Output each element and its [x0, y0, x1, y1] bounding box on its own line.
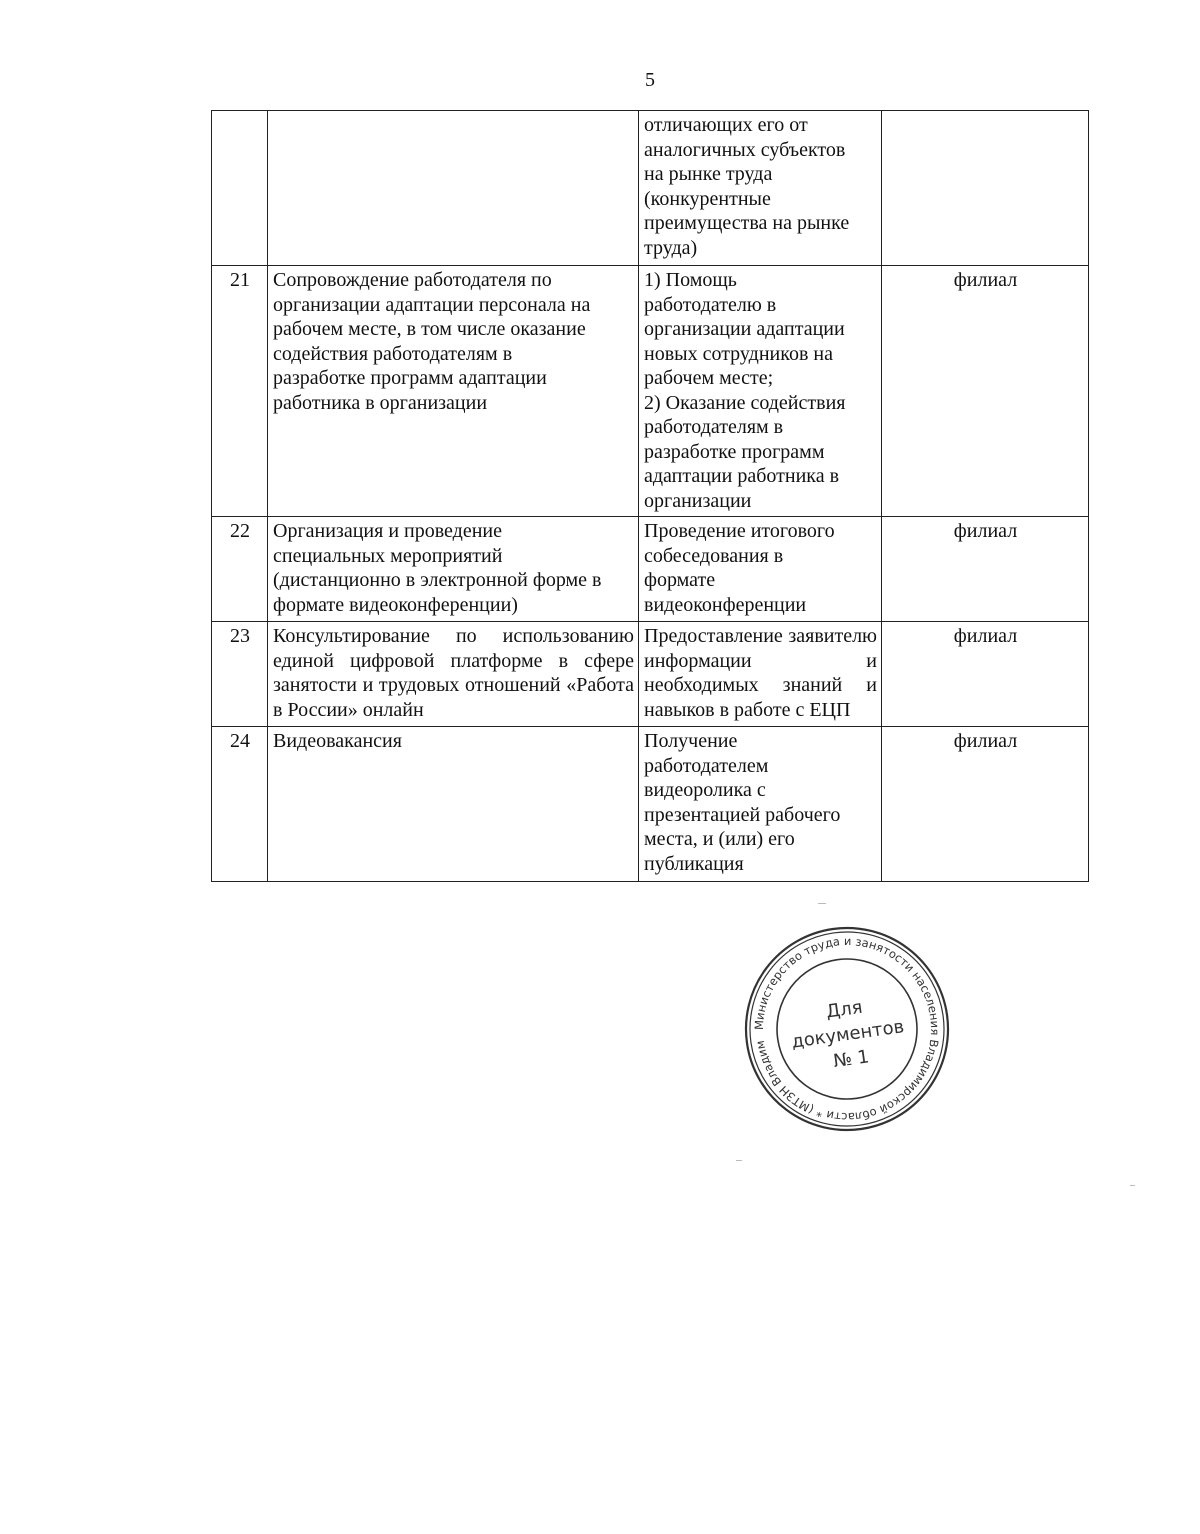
- executor-cell: филиал: [882, 266, 1089, 517]
- stamp-line-1: Для: [824, 996, 864, 1023]
- table-row: [212, 517, 1089, 622]
- table-row: [212, 622, 1089, 727]
- row-number-cell: 21: [212, 266, 268, 517]
- service-cell: Видеовакансия: [268, 727, 639, 882]
- row-number-cell: 22: [212, 517, 268, 622]
- stamp-line-2: документов: [790, 1016, 906, 1053]
- result-cell: 1) Помощь работодателю в организации адаптации новых сотрудников на рабочем месте; 2) Оказание содействия работодателям в разработке программ адаптации работника в организации: [639, 266, 882, 517]
- service-cell: Сопровождение работодателя по организации адаптации персонала на рабочем месте, в том числе оказание содействия работодателям в разработке программ адаптации работника в организации: [268, 266, 639, 517]
- executor-cell: филиал: [882, 622, 1089, 727]
- result-cell: Предоставление заявителю информации и необходимых знаний и навыков в работе с ЕЦП: [639, 622, 882, 727]
- row-number-cell: [212, 111, 268, 266]
- result-cell: отличающих его от аналогичных субъектов на рынке труда (конкурентные преимущества на рынке труда): [639, 111, 882, 266]
- table-row: [212, 727, 1089, 882]
- table-row: [212, 266, 1089, 517]
- official-stamp: [742, 922, 952, 1137]
- result-cell: Получение работодателем видеоролика с презентацией рабочего места, и (или) его публикация: [639, 727, 882, 882]
- service-cell: Организация и проведение специальных мероприятий (дистанционно в электронной форме в формате видеоконференции): [268, 517, 639, 622]
- executor-cell: филиал: [882, 517, 1089, 622]
- stamp-seal-icon: [742, 922, 952, 1137]
- table-row: [212, 111, 1089, 266]
- row-number-cell: 23: [212, 622, 268, 727]
- service-cell: [268, 111, 639, 266]
- services-table: [211, 110, 1089, 882]
- scan-speck: [1130, 1185, 1135, 1186]
- result-cell: Проведение итогового собеседования в формате видеоконференции: [639, 517, 882, 622]
- executor-cell: [882, 111, 1089, 266]
- service-cell: Консультирование по использованию единой цифровой платформе в сфере занятости и трудовых отношений «Работа в России» онлайн: [268, 622, 639, 727]
- stamp-ring-text: Министерство труда и занятости населения Владимирской области * (МТЗН Владимирской: [751, 933, 943, 1125]
- scan-speck: [736, 1160, 742, 1161]
- executor-cell: филиал: [882, 727, 1089, 882]
- row-number-cell: 24: [212, 727, 268, 882]
- scan-speck: [818, 903, 826, 904]
- page-number: 5: [645, 69, 655, 91]
- stamp-line-3: № 1: [832, 1046, 871, 1073]
